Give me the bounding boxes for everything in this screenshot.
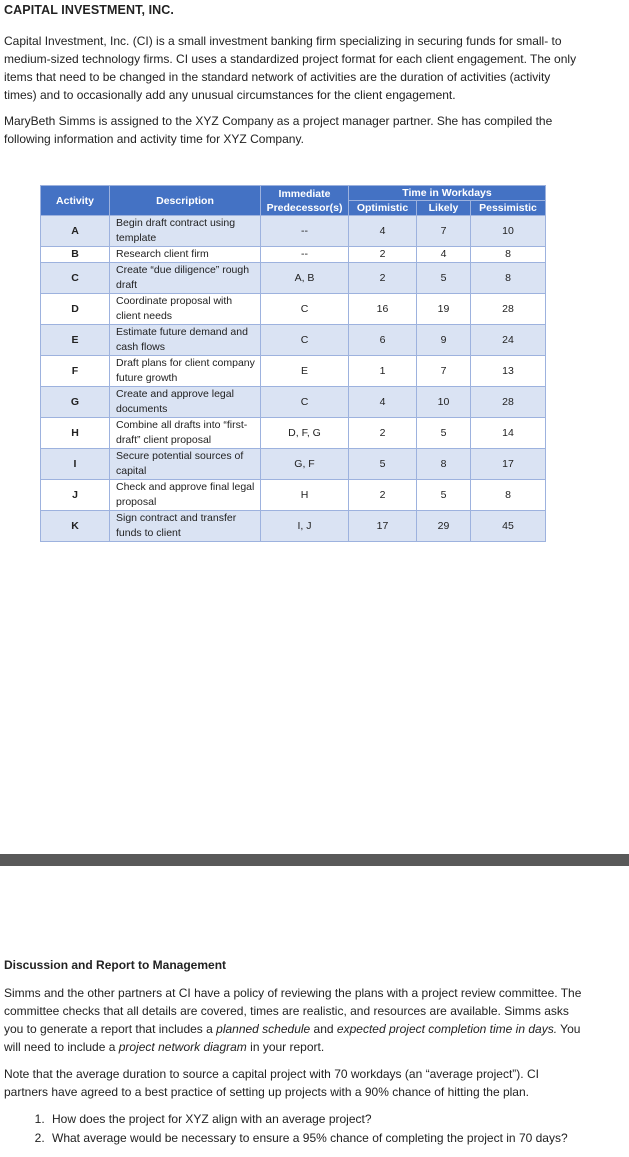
table-row (41, 247, 546, 263)
question-list (24, 1110, 629, 1148)
activity-predecessor: C (261, 294, 349, 325)
activity-optimistic: 2 (349, 480, 417, 511)
activity-predecessor: D, F, G (261, 418, 349, 449)
table-row (41, 216, 546, 247)
activity-id: D (41, 294, 110, 325)
activity-description: Sign contract and transfer funds to client (110, 511, 261, 542)
activity-optimistic: 2 (349, 263, 417, 294)
activity-optimistic: 2 (349, 418, 417, 449)
table-row (41, 480, 546, 511)
page-title: CAPITAL INVESTMENT, INC. (4, 3, 175, 17)
header-likely: Likely (417, 201, 471, 216)
activity-predecessor: C (261, 325, 349, 356)
discussion-heading: Discussion and Report to Management (4, 958, 227, 972)
activity-description: Draft plans for client company future growth (110, 356, 261, 387)
activity-predecessor: A, B (261, 263, 349, 294)
activity-likely: 10 (417, 387, 471, 418)
activity-likely: 7 (417, 216, 471, 247)
activity-pessimistic: 13 (471, 356, 546, 387)
activity-pessimistic: 8 (471, 247, 546, 263)
activity-optimistic: 4 (349, 387, 417, 418)
page-divider (0, 854, 629, 866)
review-paragraph: Simms and the other partners at CI have a policy of reviewing the plans with a project review committee. The committee checks that all details are covered, times are realistic, and resources are available. Simms asks you to generate a report that includes a planned schedule and expected project completion time in days. You will need to include a project network diagram in your report. (4, 986, 582, 1054)
header-time-group: Time in Workdays (349, 186, 546, 201)
activity-likely: 8 (417, 449, 471, 480)
table-row (41, 418, 546, 449)
activity-description: Check and approve final legal proposal (110, 480, 261, 511)
activity-predecessor: -- (261, 216, 349, 247)
table-row (41, 356, 546, 387)
activity-optimistic: 1 (349, 356, 417, 387)
activity-pessimistic: 10 (471, 216, 546, 247)
table-row (41, 325, 546, 356)
activity-likely: 29 (417, 511, 471, 542)
assignment-paragraph: MaryBeth Simms is assigned to the XYZ Company as a project manager partner. She has compiled the following information and activity time for XYZ Company. (4, 114, 553, 146)
activity-description: Research client firm (110, 247, 261, 263)
activity-optimistic: 6 (349, 325, 417, 356)
activity-likely: 5 (417, 263, 471, 294)
question-item: 1. How does the project for XYZ align with an average project? (48, 1110, 629, 1129)
question-item: 2. What average would be necessary to ensure a 95% chance of completing the project in 70 days? (48, 1129, 629, 1148)
table-row (41, 511, 546, 542)
header-pessimistic: Pessimistic (471, 201, 546, 216)
activity-id: B (41, 247, 110, 263)
activity-pessimistic: 8 (471, 480, 546, 511)
activity-id: I (41, 449, 110, 480)
activity-description: Combine all drafts into “first-draft” client proposal (110, 418, 261, 449)
activity-pessimistic: 17 (471, 449, 546, 480)
table-row (41, 294, 546, 325)
activity-id: H (41, 418, 110, 449)
activity-predecessor: G, F (261, 449, 349, 480)
activity-id: E (41, 325, 110, 356)
activity-likely: 9 (417, 325, 471, 356)
table-row (41, 449, 546, 480)
header-optimistic: Optimistic (349, 201, 417, 216)
activity-description: Secure potential sources of capital (110, 449, 261, 480)
activity-pessimistic: 45 (471, 511, 546, 542)
note-paragraph: Note that the average duration to source a capital project with 70 workdays (an “average project”). CI partners have agreed to a best practice of setting up projects with a 90% chance of hitting the plan. (4, 1067, 539, 1099)
header-predecessor: Immediate Predecessor(s) (261, 186, 349, 216)
activity-likely: 19 (417, 294, 471, 325)
activity-id: J (41, 480, 110, 511)
activity-id: G (41, 387, 110, 418)
activity-id: F (41, 356, 110, 387)
activity-optimistic: 2 (349, 247, 417, 263)
table-row (41, 263, 546, 294)
activity-id: C (41, 263, 110, 294)
activity-optimistic: 17 (349, 511, 417, 542)
activity-optimistic: 5 (349, 449, 417, 480)
activity-description: Coordinate proposal with client needs (110, 294, 261, 325)
activity-description: Create and approve legal documents (110, 387, 261, 418)
activity-likely: 4 (417, 247, 471, 263)
header-activity: Activity (41, 186, 110, 216)
activity-table (40, 185, 546, 542)
activity-likely: 5 (417, 480, 471, 511)
activity-pessimistic: 24 (471, 325, 546, 356)
activity-description: Create “due diligence” rough draft (110, 263, 261, 294)
activity-pessimistic: 28 (471, 294, 546, 325)
activity-description: Estimate future demand and cash flows (110, 325, 261, 356)
activity-predecessor: I, J (261, 511, 349, 542)
table-row (41, 387, 546, 418)
activity-predecessor: E (261, 356, 349, 387)
activity-id: A (41, 216, 110, 247)
header-description: Description (110, 186, 261, 216)
activity-predecessor: H (261, 480, 349, 511)
activity-pessimistic: 8 (471, 263, 546, 294)
activity-optimistic: 4 (349, 216, 417, 247)
activity-likely: 5 (417, 418, 471, 449)
intro-paragraph: Capital Investment, Inc. (CI) is a small investment banking firm specializing in securing funds for small- to medium-sized technology firms. CI uses a standardized project format for each client engagement. The only items that need to be changed in the standard network of activities are the duration of activities (activity times) and to occasionally add any unusual circumstances for the client engagement. (4, 34, 577, 102)
activity-optimistic: 16 (349, 294, 417, 325)
activity-id: K (41, 511, 110, 542)
activity-predecessor: C (261, 387, 349, 418)
activity-predecessor: -- (261, 247, 349, 263)
activity-pessimistic: 28 (471, 387, 546, 418)
activity-description: Begin draft contract using template (110, 216, 261, 247)
activity-likely: 7 (417, 356, 471, 387)
activity-pessimistic: 14 (471, 418, 546, 449)
